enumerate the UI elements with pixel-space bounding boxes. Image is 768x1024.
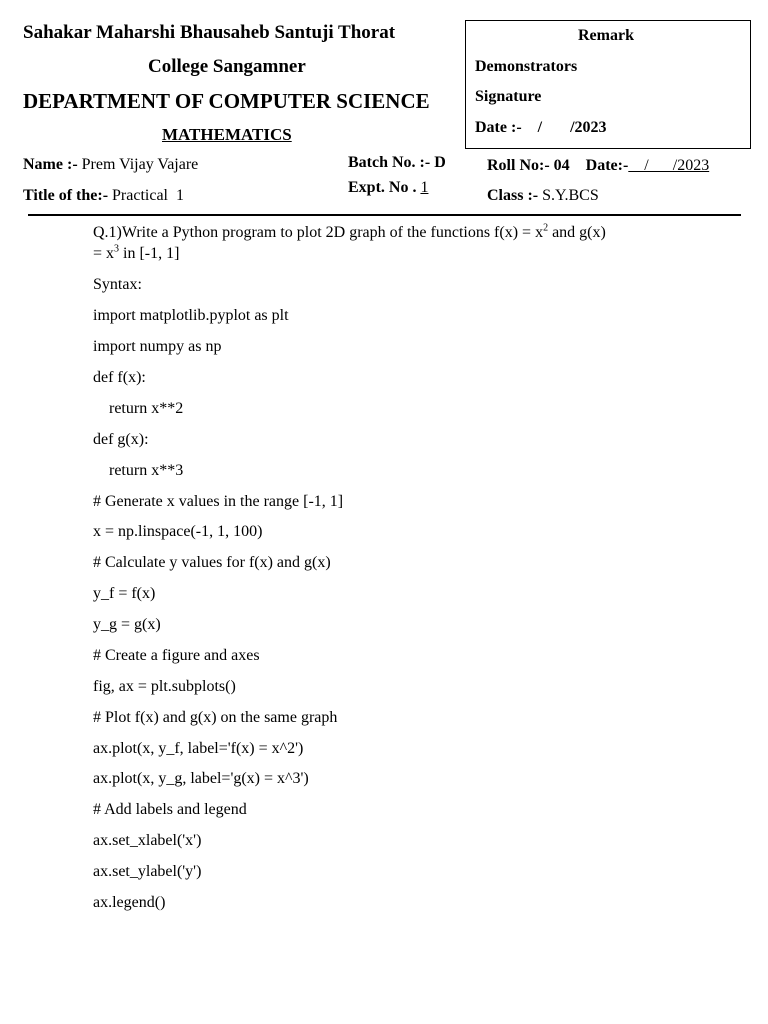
code-line: ax.legend() — [93, 894, 166, 911]
title-label: Title of the:- — [23, 187, 109, 204]
code-line: ax.set_xlabel('x') — [93, 832, 202, 849]
code-line: # Plot f(x) and g(x) on the same graph — [93, 709, 338, 726]
code-line: x = np.linspace(-1, 1, 100) — [93, 523, 263, 540]
question-line2 — [93, 245, 179, 263]
code-line: ax.plot(x, y_f, label='f(x) = x^2') — [93, 740, 304, 757]
remark-date-value: / /2023 — [537, 119, 607, 136]
code-line: # Generate x values in the range [-1, 1] — [93, 493, 344, 510]
expt-label: Expt. No . — [348, 179, 417, 196]
code-line: y_g = g(x) — [93, 616, 161, 633]
code-line: # Calculate y values for f(x) and g(x) — [93, 554, 331, 571]
name-label: Name :- — [23, 156, 78, 173]
question-line2-suffix: in [-1, 1] — [119, 245, 180, 262]
code-line: ax.set_ylabel('y') — [93, 863, 202, 880]
code-line: # Create a figure and axes — [93, 647, 260, 664]
code-line: import matplotlib.pyplot as plt — [93, 307, 289, 324]
question-mid: and g(x) — [548, 224, 606, 241]
student-name-row — [23, 156, 198, 174]
batch-no: Batch No. :- D — [348, 154, 446, 171]
code-line: return x**3 — [93, 462, 184, 479]
code-line: def f(x): — [93, 369, 146, 386]
remark-title: Remark — [578, 27, 634, 44]
expt-value: 1 — [420, 179, 429, 196]
code-line: fig, ax = plt.subplots() — [93, 678, 236, 695]
question-line1 — [93, 224, 606, 242]
department-title: DEPARTMENT OF COMPUTER SCIENCE — [23, 89, 430, 113]
roll-no: Roll No:- 04 — [487, 157, 570, 174]
header-divider — [28, 214, 741, 216]
name-value: Prem Vijay Vajare — [81, 156, 199, 173]
code-line: # Add labels and legend — [93, 801, 247, 818]
signature-label: Signature — [475, 88, 542, 105]
question-sup1: 2 — [543, 222, 549, 234]
title-value: Practical 1 — [112, 187, 184, 204]
question-prefix: Q.1)Write a Python program to plot 2D graph of the functions f(x) = x — [93, 224, 544, 241]
remark-date — [475, 119, 607, 137]
code-line: ax.plot(x, y_g, label='g(x) = x^3') — [93, 770, 309, 787]
code-line: import numpy as np — [93, 338, 222, 355]
code-line: return x**2 — [93, 400, 184, 417]
demonstrators-label: Demonstrators — [475, 58, 578, 75]
question-line2-prefix: = x — [93, 245, 115, 262]
practical-title-row — [23, 187, 184, 205]
class-value: S.Y.BCS — [542, 187, 599, 204]
code-line: y_f = f(x) — [93, 585, 156, 602]
code-line: def g(x): — [93, 431, 149, 448]
code-line: Syntax: — [93, 276, 142, 293]
date-value: / /2023 — [628, 157, 710, 174]
subject-title: MATHEMATICS — [162, 125, 292, 144]
expt-no-row — [348, 179, 428, 197]
college-name-line2: College Sangamner — [148, 56, 306, 77]
roll-date-row — [487, 157, 709, 175]
class-label: Class :- — [487, 187, 539, 204]
date-label: Date:- — [585, 157, 629, 174]
question-sup2: 3 — [114, 243, 120, 255]
class-row — [487, 187, 599, 205]
remark-date-label: Date :- — [475, 119, 522, 136]
remark-box — [465, 20, 751, 149]
college-name-line1: Sahakar Maharshi Bhausaheb Santuji Thorat — [23, 22, 396, 43]
